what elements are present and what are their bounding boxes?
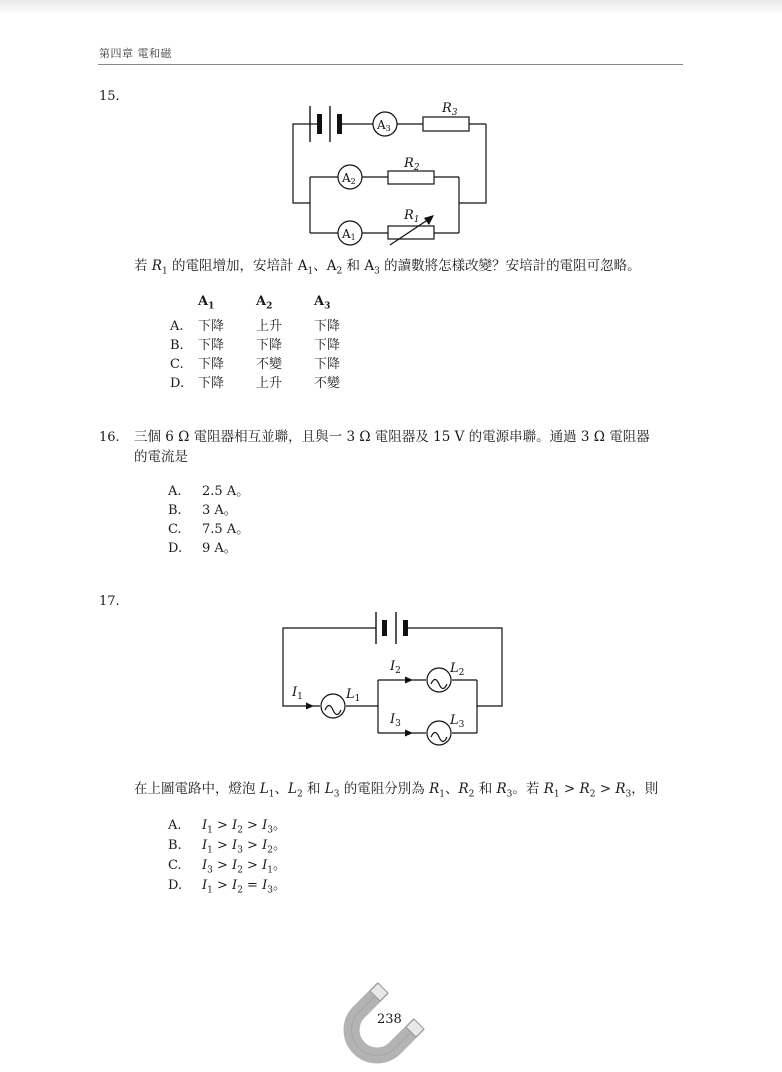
table-cell: 下降: [198, 376, 225, 391]
q15-stem: 若 $R_1$ 的電阻增加，安培計 $A_1$、$A_2$ 和 $A_3$ 的讀數將怎樣改變？安培計的電阻可忽略。: [134, 258, 641, 277]
chapter-header: 第四章 電和磁: [99, 47, 172, 60]
option-letter: C.: [168, 858, 182, 873]
option-text: $I_1 > I_2 = I_3$。: [202, 878, 286, 896]
table-cell: 下降: [314, 319, 341, 334]
q16-stem: [134, 427, 650, 467]
q17-label-l1: $L_1$: [346, 687, 361, 704]
option-text: $I_1 > I_2 > I_3$。: [202, 818, 286, 836]
q16-number: 16.: [99, 430, 120, 445]
q15-header-a3: $A_3$: [314, 294, 331, 312]
q15-number: 15.: [99, 89, 120, 104]
page-number: 238: [377, 1012, 402, 1027]
q15-header-a2: $A_2$: [256, 294, 273, 312]
option-text: 9 A。: [202, 541, 237, 556]
table-cell: 下降: [256, 338, 283, 353]
q15-circuit-diagram: [280, 95, 500, 255]
option-letter: C.: [170, 357, 184, 372]
table-cell: 下降: [198, 357, 225, 372]
q17-label-i3: $I_3$: [390, 712, 401, 729]
q17-circuit-diagram: [270, 600, 520, 750]
option-letter: D.: [168, 541, 183, 556]
option-letter: B.: [170, 338, 184, 353]
option-letter: B.: [168, 838, 182, 853]
q17-label-l2: $L_2$: [450, 661, 465, 678]
table-cell: 下降: [314, 338, 341, 353]
table-cell: 上升: [256, 319, 283, 334]
table-cell: 上升: [256, 376, 283, 391]
option-text: $I_3 > I_2 > I_1$。: [202, 858, 286, 876]
top-shade: [0, 0, 782, 14]
q15-label-r3: $R_3$: [442, 101, 458, 118]
table-cell: 不變: [314, 376, 341, 391]
header-rule: [98, 64, 683, 65]
q15-label-a3: A3: [377, 118, 391, 133]
option-letter: D.: [170, 376, 185, 391]
q16-stem-line1: 三個 6 Ω 電阻器相互並聯，且與一 3 Ω 電阻器及 15 V 的電源串聯。通過 3 Ω 電阻器: [134, 429, 650, 445]
option-letter: C.: [168, 522, 182, 537]
option-letter: B.: [168, 503, 182, 518]
option-letter: A.: [168, 484, 182, 499]
option-text: $I_1 > I_3 > I_2$。: [202, 838, 286, 856]
option-text: 3 A。: [202, 503, 237, 518]
q15-label-r1: $R_1$: [404, 208, 420, 225]
table-cell: 不變: [256, 357, 283, 372]
q17-number: 17.: [99, 594, 120, 609]
q15-label-a2: A2: [342, 171, 356, 186]
q16-stem-line2: 的電流是: [134, 449, 188, 465]
table-cell: 下降: [314, 357, 341, 372]
q15-label-r2: $R_2$: [404, 156, 420, 173]
q17-label-l3: $L_3$: [450, 713, 465, 730]
q17-label-i1: $I_1$: [292, 685, 303, 702]
q15-label-a1: A1: [342, 227, 356, 242]
option-letter: A.: [168, 818, 182, 833]
table-cell: 下降: [198, 338, 225, 353]
q17-label-i2: $I_2$: [390, 659, 401, 676]
option-text: 2.5 A。: [202, 484, 250, 499]
option-letter: D.: [168, 878, 183, 893]
option-letter: A.: [170, 319, 184, 334]
option-text: 7.5 A。: [202, 522, 250, 537]
table-cell: 下降: [198, 319, 225, 334]
q17-stem: 在上圖電路中，燈泡 $L_1$、$L_2$ 和 $L_3$ 的電阻分別為 $R_1$、$R_2$ 和 $R_3$。若 $R_1 > R_2 > R_3$，則: [134, 781, 659, 800]
q15-header-a1: $A_1$: [198, 294, 215, 312]
